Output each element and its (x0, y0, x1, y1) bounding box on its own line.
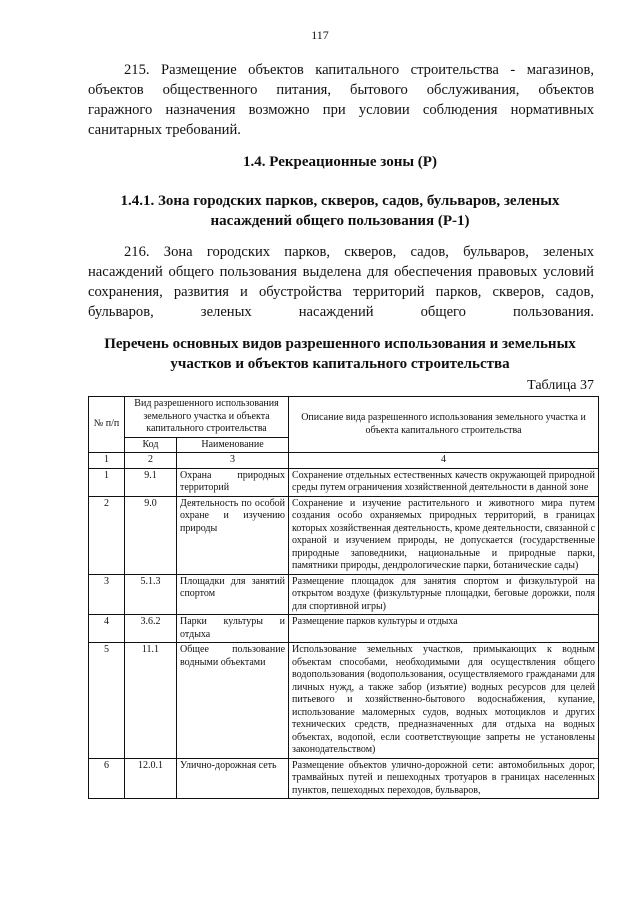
row-code: 9.1 (125, 468, 177, 496)
row-desc: Сохранение и изучение растительного и животного мира путем создания особо охраняемых природных территорий, в границах которых хозяйственная деятельность, кроме деятельности, связанной с охраной и изучением природы, не допускается (государственные природные заповедники, национальные и природные парки, памятники природы, дендрологические парки, ботанические сады) (289, 496, 599, 574)
row-desc: Размещение парков культуры и отдыха (289, 615, 599, 643)
paragraph-215 (88, 60, 594, 140)
header-group: Вид разрешенного использования земельного участка и объекта капитального строительства (125, 397, 289, 438)
row-num: 3 (89, 574, 125, 615)
heading-line: Перечень основных видов разрешенного использования и земельных (104, 336, 576, 352)
table-caption: Таблица 37 (527, 378, 594, 393)
paragraph-line: сохранения, развития и обустройства территорий парков, скверов, садов, (88, 284, 594, 300)
row-name: Охрана природных территорий (177, 468, 289, 496)
row-code: 9.0 (125, 496, 177, 574)
row-name: Общее пользование водными объектами (177, 643, 289, 759)
table-header-row (89, 397, 599, 438)
header-name: Наименование (177, 437, 289, 453)
row-name: Улично-дорожная сеть (177, 758, 289, 799)
heading-line: участков и объектов капитального строительства (170, 356, 510, 372)
row-num: 4 (89, 615, 125, 643)
paragraph-line: бульваров, зеленых насаждений общего пользования. (88, 304, 594, 320)
row-num: 2 (89, 496, 125, 574)
heading-line: 1.4.1. Зона городских парков, скверов, садов, бульваров, зеленых (120, 193, 560, 209)
paragraph-line: гаражного назначения возможно при условии соблюдения нормативных (88, 102, 594, 118)
list-heading (80, 334, 600, 374)
table-row (89, 758, 599, 799)
row-desc: Использование земельных участков, примыкающих к водным объектам способами, необходимыми для осуществления общего водопользования (водопользования, осуществляемого гражданами для личных нужд, а также забор (изъятие) водных ресурсов для целей питьевого и хозяйственно-бытового водоснабжения, купание, использование маломерных судов, водных мотоциклов и других технических средств, предназначенных для отдыха на водных объектах, водопой, если соответствующие запреты не установлены законодательством) (289, 643, 599, 759)
row-code: 3.6.2 (125, 615, 177, 643)
paragraph-216 (88, 242, 594, 322)
paragraph-line: объектов общественного питания, бытового обслуживания, объектов (88, 82, 594, 98)
row-code: 11.1 (125, 643, 177, 759)
index-cell: 1 (89, 453, 125, 469)
index-cell: 3 (177, 453, 289, 469)
row-name: Площадки для занятий спортом (177, 574, 289, 615)
paragraph-line: насаждений общего пользования выделена для обеспечения правовых условий (88, 264, 594, 280)
table-row (89, 496, 599, 574)
row-num: 6 (89, 758, 125, 799)
table-row (89, 643, 599, 759)
heading-line: насаждений общего пользования (Р-1) (210, 213, 470, 229)
table-row (89, 615, 599, 643)
row-desc: Сохранение отдельных естественных качеств окружающей природной среды путем ограничения хозяйственной деятельности в данной зоне (289, 468, 599, 496)
page-number: 117 (311, 28, 329, 42)
header-code: Код (125, 437, 177, 453)
paragraph-line: санитарных требований. (88, 122, 241, 138)
table-row (89, 574, 599, 615)
table-index-row (89, 453, 599, 469)
row-desc: Размещение объектов улично-дорожной сети: автомобильных дорог, трамвайных путей и пешеходных тротуаров в границах населенных пунктов, пешеходных переходов, бульваров, (289, 758, 599, 799)
header-desc: Описание вида разрешенного использования земельного участка и объекта капитального строительства (289, 397, 599, 453)
row-code: 12.0.1 (125, 758, 177, 799)
row-name: Деятельность по особой охране и изучению природы (177, 496, 289, 574)
table-row (89, 468, 599, 496)
row-num: 5 (89, 643, 125, 759)
index-cell: 2 (125, 453, 177, 469)
section-heading-1-4: 1.4. Рекреационные зоны (Р) (243, 154, 437, 170)
row-name: Парки культуры и отдыха (177, 615, 289, 643)
row-code: 5.1.3 (125, 574, 177, 615)
paragraph-line: 216. Зона городских парков, скверов, садов, бульваров, зеленых (124, 244, 594, 260)
index-cell: 4 (289, 453, 599, 469)
header-num: № п/п (89, 397, 125, 453)
paragraph-line: 215. Размещение объектов капитального строительства - магазинов, (124, 62, 594, 78)
row-num: 1 (89, 468, 125, 496)
row-desc: Размещение площадок для занятия спортом и физкультурой на открытом воздухе (физкультурные площадки, беговые дорожки, поля для спортивной игры) (289, 574, 599, 615)
section-heading-1-4-1 (80, 191, 600, 231)
permitted-use-table (88, 396, 599, 799)
